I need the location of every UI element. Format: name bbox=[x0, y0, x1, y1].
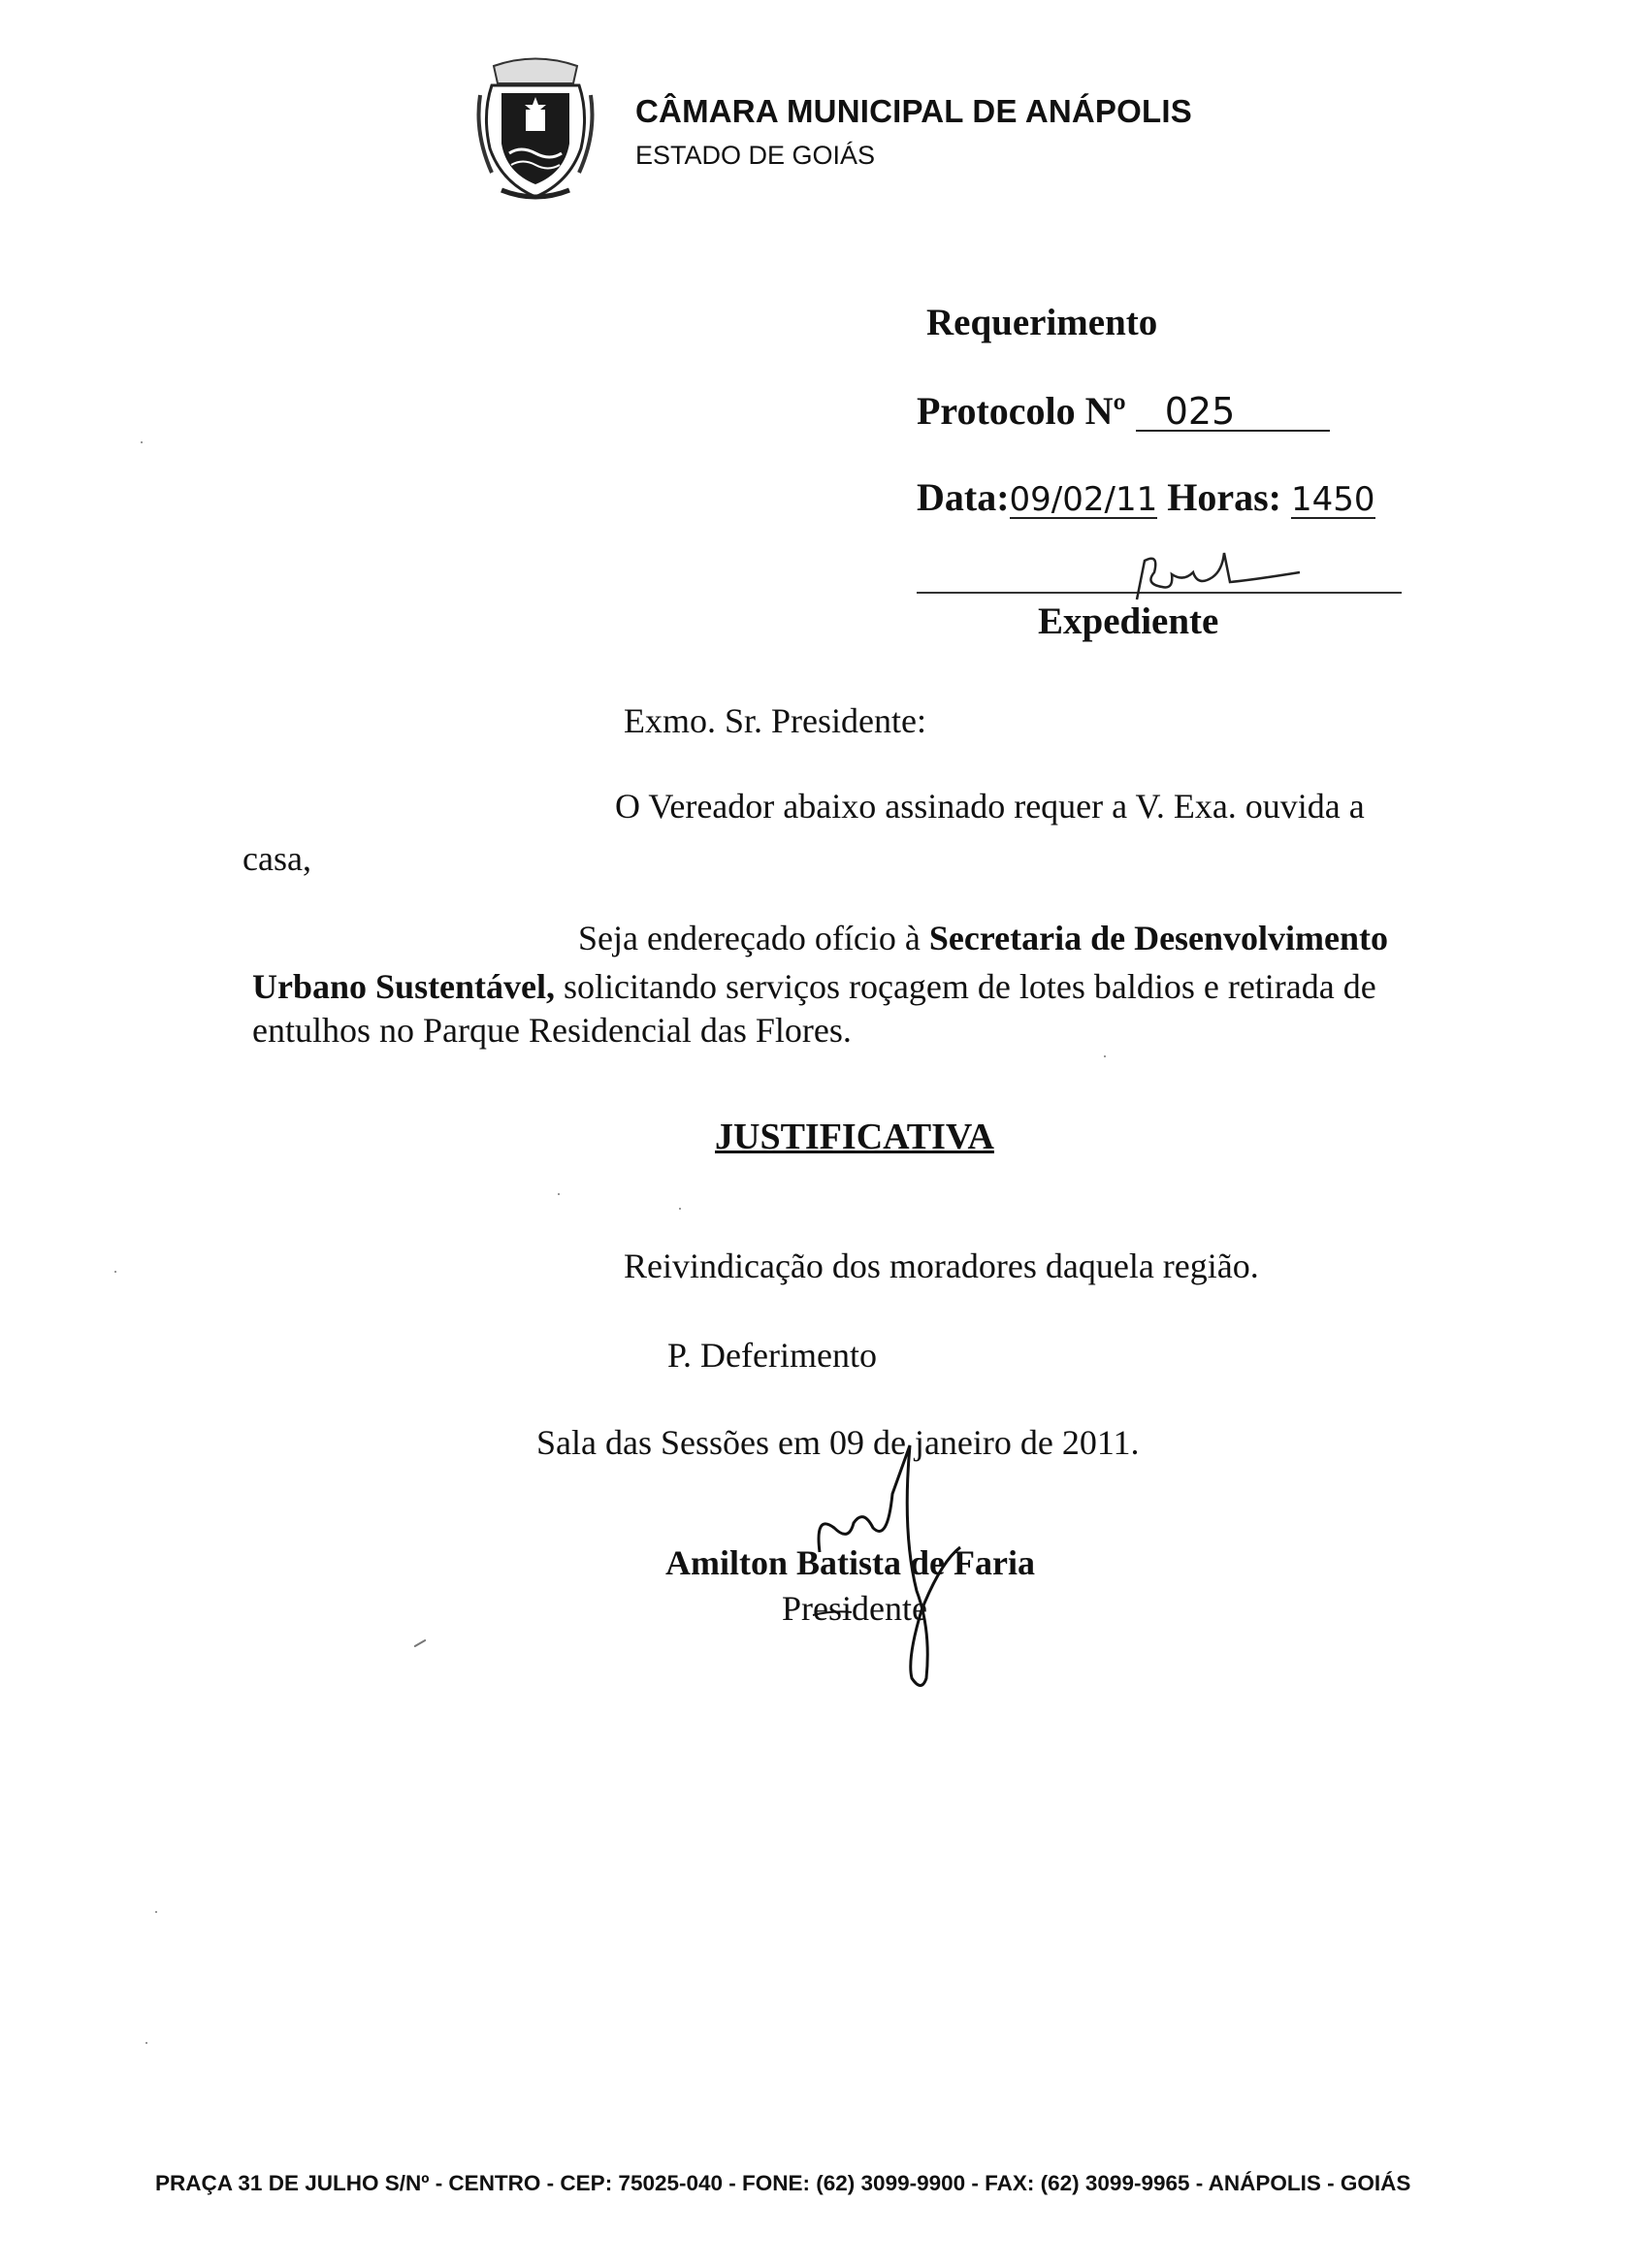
place-date: Sala das Sessões em 09 de janeiro de 2011. bbox=[536, 1423, 1140, 1462]
scan-speck bbox=[679, 1208, 681, 1210]
protocol-line bbox=[917, 388, 1330, 434]
request-line-2 bbox=[252, 962, 1376, 1011]
scan-speck bbox=[114, 1271, 116, 1273]
institution-name: CÂMARA MUNICIPAL DE ANÁPOLIS bbox=[635, 93, 1192, 129]
closing: P. Deferimento bbox=[667, 1336, 877, 1375]
scan-speck bbox=[146, 2042, 147, 2044]
scan-speck bbox=[558, 1193, 560, 1195]
coat-of-arms-icon bbox=[472, 56, 598, 204]
signer-name: Amilton Batista de Faria bbox=[665, 1543, 1035, 1582]
scan-speck bbox=[1104, 1055, 1106, 1057]
intro-end: casa, bbox=[242, 839, 311, 878]
date-label: Data: bbox=[917, 475, 1010, 519]
protocol-label: Protocolo Nº bbox=[917, 389, 1126, 433]
request-line-3: entulhos no Parque Residencial das Flores. bbox=[252, 1011, 852, 1050]
justification-text: Reivindicação dos moradores daquela região. bbox=[624, 1247, 1259, 1285]
scan-speck bbox=[413, 1639, 426, 1648]
request-recipient-a: Secretaria de Desenvolvimento bbox=[928, 919, 1389, 957]
hours-value: 1450 bbox=[1291, 480, 1375, 519]
scan-speck bbox=[155, 1911, 157, 1913]
footer-address: PRAÇA 31 DE JULHO S/Nº - CENTRO - CEP: 75025-040 - FONE: (62) 3099-9900 - FAX: (62) 3099-9965 - ANÁPOLIS - GOIÁS bbox=[155, 2171, 1411, 2195]
request-line-1 bbox=[578, 914, 1388, 962]
hours-label: Horas: bbox=[1167, 475, 1281, 519]
expediente-label: Expediente bbox=[1038, 600, 1219, 642]
date-line bbox=[917, 474, 1375, 520]
scan-speck bbox=[141, 441, 143, 443]
salutation: Exmo. Sr. Presidente: bbox=[624, 701, 926, 740]
request-rest-b: solicitando serviços roçagem de lotes baldios e retirada de bbox=[555, 967, 1376, 1006]
request-title: Requerimento bbox=[926, 302, 1158, 343]
protocol-number: 025 bbox=[1136, 393, 1330, 432]
signer-role: Presidente bbox=[782, 1589, 927, 1628]
date-value: 09/02/11 bbox=[1009, 480, 1158, 519]
request-recipient-b: Urbano Sustentável, bbox=[252, 967, 556, 1006]
intro-line: O Vereador abaixo assinado requer a V. Exa. ouvida a bbox=[615, 787, 1365, 826]
president-signature bbox=[795, 1436, 970, 1707]
justification-heading: JUSTIFICATIVA bbox=[715, 1117, 994, 1157]
institution-state: ESTADO DE GOIÁS bbox=[635, 141, 876, 170]
request-prefix: Seja endereçado ofício à bbox=[578, 919, 929, 957]
